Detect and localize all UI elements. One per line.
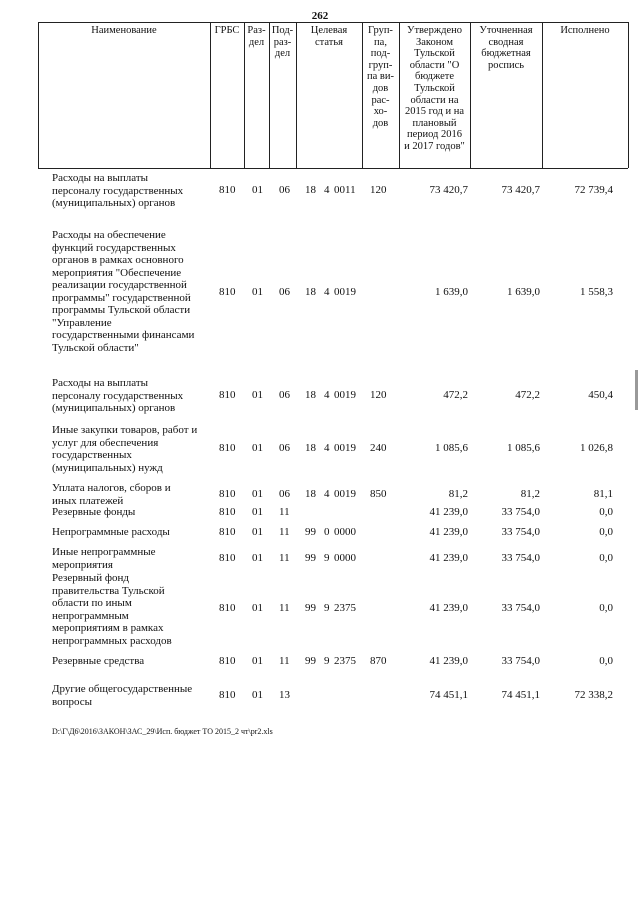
cell-rz: 01: [252, 689, 263, 701]
cell-approved: 41 239,0: [429, 526, 468, 538]
cell-pr: 11: [279, 552, 290, 564]
row-name: Расходы на обеспечение функций государственных органов в рамках основного мероприятия "Обеспечение реализации государственной программы" государственной программы Тульской области "Управление государственными финансами Тульской области": [52, 229, 195, 354]
cell-t1: 18: [305, 389, 316, 401]
cell-executed: 0,0: [599, 655, 613, 667]
row-name: Резервный фонд правительства Тульской области по иным непрограммным мероприятиям в рамках непрограммных расходов: [52, 572, 172, 647]
cell-t2: 4: [324, 286, 330, 298]
cell-executed: 0,0: [599, 526, 613, 538]
cell-t1: 99: [305, 526, 316, 538]
cell-approved: 41 239,0: [429, 655, 468, 667]
cell-t1: 18: [305, 286, 316, 298]
cell-vr: 120: [370, 389, 387, 401]
cell-pr: 13: [279, 689, 290, 701]
cell-t3: 0019: [334, 442, 356, 454]
cell-approved: 41 239,0: [429, 552, 468, 564]
cell-executed: 0,0: [599, 506, 613, 518]
cell-t1: 99: [305, 552, 316, 564]
cell-rz: 01: [252, 552, 263, 564]
table-header: [38, 22, 628, 168]
cell-refined: 33 754,0: [501, 602, 540, 614]
cell-grbs: 810: [219, 184, 236, 196]
header-name: Наименование: [91, 25, 157, 36]
cell-executed: 1 558,3: [580, 286, 613, 298]
cell-executed: 72 739,4: [574, 184, 613, 196]
cell-rz: 01: [252, 488, 263, 500]
cell-t3: 0000: [334, 552, 356, 564]
cell-rz: 01: [252, 602, 263, 614]
cell-t3: 0019: [334, 389, 356, 401]
cell-t1: 99: [305, 655, 316, 667]
cell-grbs: 810: [219, 526, 236, 538]
cell-grbs: 810: [219, 689, 236, 701]
page-number: 262: [311, 10, 329, 22]
cell-rz: 01: [252, 506, 263, 518]
cell-t1: 18: [305, 442, 316, 454]
cell-grbs: 810: [219, 286, 236, 298]
header-podrazdel: Под- раз- дел: [271, 25, 294, 60]
cell-rz: 01: [252, 442, 263, 454]
cell-rz: 01: [252, 286, 263, 298]
row-name: Резервные фонды: [52, 506, 136, 518]
cell-t3: 0019: [334, 488, 356, 500]
cell-refined: 1 639,0: [507, 286, 540, 298]
row-name: Другие общегосударственные вопросы: [52, 683, 193, 708]
cell-approved: 1 639,0: [435, 286, 468, 298]
cell-rz: 01: [252, 389, 263, 401]
cell-vr: 850: [370, 488, 387, 500]
cell-grbs: 810: [219, 655, 236, 667]
cell-grbs: 810: [219, 389, 236, 401]
cell-pr: 06: [279, 184, 290, 196]
cell-executed: 81,1: [593, 488, 613, 500]
cell-grbs: 810: [219, 602, 236, 614]
row-name: Иные закупки товаров, работ и услуг для обеспечения государственных (муниципальных) нужд: [52, 424, 198, 474]
cell-t2: 4: [324, 442, 330, 454]
cell-refined: 81,2: [520, 488, 540, 500]
cell-pr: 06: [279, 286, 290, 298]
header-refined: Уточненная сводная бюджетная роспись: [479, 25, 533, 71]
row-name: Расходы на выплаты персоналу государственных (муниципальных) органов: [52, 377, 184, 414]
cell-refined: 33 754,0: [501, 655, 540, 667]
header-target: Целевая статья: [310, 25, 348, 48]
cell-t2: 9: [324, 552, 330, 564]
footer-file-path: D:\Г\Д6\2016\ЗАКОН\ЗАС_29\Исп. бюджет ТО 2015_2 чт\pr2.xls: [52, 727, 273, 736]
cell-t1: 18: [305, 184, 316, 196]
cell-t3: 2375: [334, 602, 356, 614]
cell-pr: 11: [279, 655, 290, 667]
cell-approved: 73 420,7: [429, 184, 468, 196]
cell-refined: 74 451,1: [501, 689, 540, 701]
cell-executed: 450,4: [588, 389, 613, 401]
cell-t3: 0019: [334, 286, 356, 298]
header-executed: Исполнено: [560, 25, 610, 36]
cell-t1: 99: [305, 602, 316, 614]
cell-executed: 0,0: [599, 552, 613, 564]
cell-t2: 4: [324, 389, 330, 401]
row-name: Уплата налогов, сборов и иных платежей: [52, 482, 171, 507]
cell-t2: 4: [324, 488, 330, 500]
header-grbs: ГРБС: [214, 25, 240, 36]
cell-refined: 33 754,0: [501, 552, 540, 564]
cell-t3: 2375: [334, 655, 356, 667]
row-name: Непрограммные расходы: [52, 526, 170, 538]
cell-refined: 73 420,7: [501, 184, 540, 196]
cell-approved: 1 085,6: [435, 442, 468, 454]
cell-t2: 9: [324, 655, 330, 667]
cell-grbs: 810: [219, 488, 236, 500]
row-name: Резервные средства: [52, 655, 145, 667]
cell-approved: 472,2: [443, 389, 468, 401]
cell-t2: 4: [324, 184, 330, 196]
cell-t3: 0011: [334, 184, 356, 196]
cell-pr: 06: [279, 488, 290, 500]
header-approved: Утверждено Законом Тульской области "О бюджете Тульской области на 2015 год и на плановый период 2016 и 2017 годов": [404, 25, 465, 152]
cell-rz: 01: [252, 655, 263, 667]
cell-vr: 120: [370, 184, 387, 196]
cell-vr: 870: [370, 655, 387, 667]
row-name: Расходы на выплаты персоналу государственных (муниципальных) органов: [52, 172, 184, 209]
header-group: Груп- па, под- груп- па ви- дов рас- хо- дов: [367, 25, 394, 129]
row-name: Иные непрограммные мероприятия: [52, 546, 156, 571]
cell-grbs: 810: [219, 552, 236, 564]
cell-t1: 18: [305, 488, 316, 500]
cell-refined: 33 754,0: [501, 506, 540, 518]
cell-rz: 01: [252, 184, 263, 196]
cell-t3: 0000: [334, 526, 356, 538]
header-razdel: Раз- дел: [247, 25, 266, 48]
cell-approved: 41 239,0: [429, 602, 468, 614]
cell-pr: 11: [279, 506, 290, 518]
cell-approved: 81,2: [448, 488, 468, 500]
cell-rz: 01: [252, 526, 263, 538]
cell-executed: 1 026,8: [580, 442, 613, 454]
cell-approved: 41 239,0: [429, 506, 468, 518]
cell-refined: 472,2: [515, 389, 540, 401]
cell-grbs: 810: [219, 506, 236, 518]
cell-t2: 0: [324, 526, 330, 538]
scan-edge-mark: [635, 370, 638, 410]
cell-pr: 06: [279, 389, 290, 401]
cell-pr: 11: [279, 526, 290, 538]
cell-executed: 72 338,2: [574, 689, 613, 701]
cell-grbs: 810: [219, 442, 236, 454]
cell-executed: 0,0: [599, 602, 613, 614]
cell-refined: 1 085,6: [507, 442, 540, 454]
cell-pr: 11: [279, 602, 290, 614]
cell-pr: 06: [279, 442, 290, 454]
cell-t2: 9: [324, 602, 330, 614]
cell-approved: 74 451,1: [429, 689, 468, 701]
cell-vr: 240: [370, 442, 387, 454]
cell-refined: 33 754,0: [501, 526, 540, 538]
